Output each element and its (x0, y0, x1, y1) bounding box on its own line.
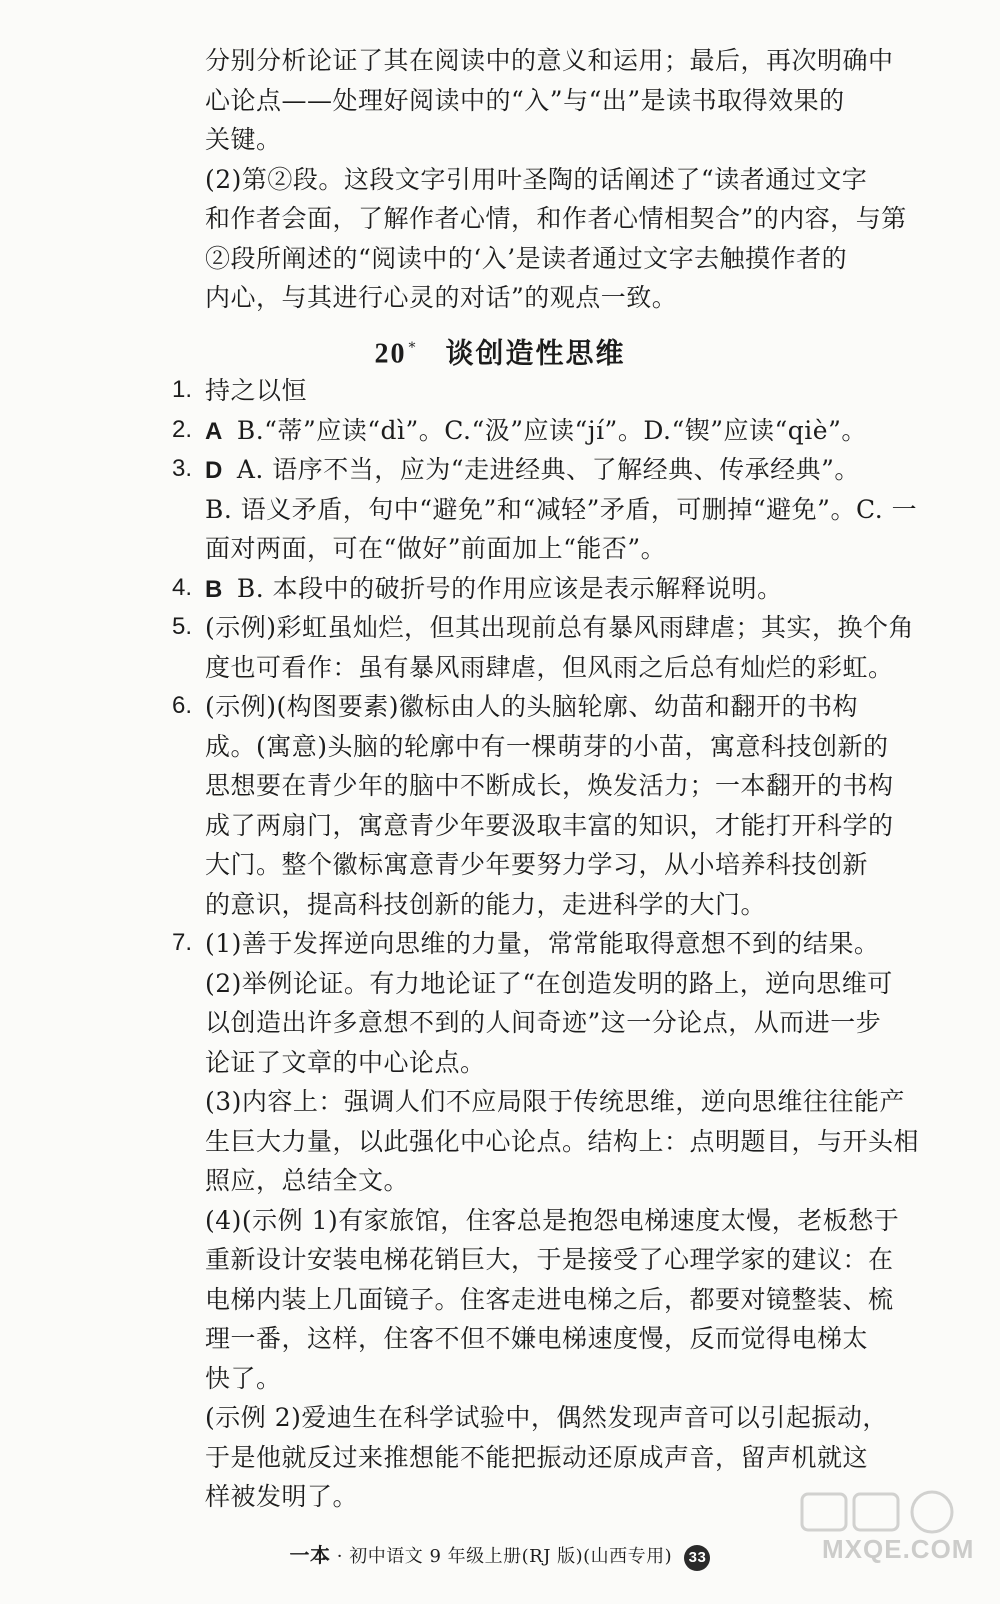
item-line (205, 1243, 894, 1277)
item-line (205, 1283, 894, 1317)
line-text: 成。(寓意)头脑的轮廓中有一棵萌芽的小苗，寓意科技创新的 (205, 731, 889, 761)
item-line (205, 1441, 869, 1475)
footer-separator: · (336, 1546, 343, 1567)
line-text: (示例 2)爱迪生在科学试验中，偶然发现声音可以引起振动， (205, 1403, 888, 1432)
line-text: 度也可看作：虽有暴风雨肆虐，但风雨之后总有灿烂的彩虹。 (205, 652, 894, 682)
line-text: 大门。整个徽标寓意青少年要努力学习，从小培养科技创新 (205, 850, 869, 879)
watermark-logo (782, 1490, 982, 1600)
line-text: B. 本段中的破折号的作用应该是表示解释说明。 (236, 573, 783, 603)
item-line (205, 1362, 835, 1396)
item-line (205, 651, 894, 685)
line-text: 的意识，提高科技创新的能力，走进科学的大门。 (205, 889, 767, 919)
intro-line (205, 242, 848, 276)
item-line (205, 888, 835, 922)
item-line (205, 572, 835, 607)
line-text: 成了两扇门，寓意青少年要汲取丰富的知识，才能打开科学的 (205, 810, 894, 840)
item-line (205, 1006, 882, 1040)
line-text: ②段所阐述的“阅读中的‘入’是读者通过文字去触摸作者的 (205, 243, 848, 273)
section-number: 20 (374, 338, 407, 370)
item-line (205, 493, 918, 527)
item-line (205, 1401, 888, 1435)
line-text: (示例)彩虹虽灿烂，但其出现前总有暴风雨肆虐；其实，换个角 (205, 613, 915, 642)
line-text: 持之以恒 (205, 376, 308, 405)
intro-line (205, 44, 894, 78)
line-text: 照应，总结全文。 (205, 1166, 410, 1195)
item-line (205, 374, 835, 408)
section-star: * (408, 340, 418, 356)
item-line (205, 848, 869, 882)
answer-letter: D (205, 457, 223, 484)
section-heading (0, 328, 1000, 374)
line-text: 思想要在青少年的脑中不断成长，焕发活力；一本翻开的书构 (205, 771, 894, 800)
line-text: 关键。 (205, 125, 282, 154)
line-text: 重新设计安装电梯花销巨大，于是接受了心理学家的建议：在 (205, 1245, 894, 1274)
item-line (205, 611, 915, 645)
line-text: 于是他就反过来推想能不能把振动还原成声音，留声机就这 (205, 1442, 869, 1472)
item-number: 6. (172, 692, 193, 719)
item-line (205, 1480, 835, 1514)
line-text: A. 语序不当，应为“走进经典、了解经典、传承经典”。 (236, 455, 860, 484)
item-line (205, 532, 835, 566)
item-line (205, 453, 860, 488)
line-text: 面对两面，可在“做好”前面加上“能否”。 (205, 534, 667, 563)
item-number: 4. (172, 573, 193, 601)
line-text: 快了。 (205, 1363, 282, 1393)
line-text: (1)善于发挥逆向思维的力量，常常能取得意想不到的结果。 (205, 929, 880, 958)
section-title: 谈创造性思维 (445, 336, 626, 370)
intro-line (205, 123, 835, 157)
item-line (205, 927, 880, 961)
item-line (205, 967, 893, 1001)
item-number: 5. (172, 613, 193, 640)
line-text: 内心，与其进行心灵的对话”的观点一致。 (205, 283, 678, 312)
item-line (205, 1125, 920, 1159)
line-text: (2)第②段。这段文字引用叶圣陶的话阐述了“读者通过文字 (205, 164, 868, 194)
intro-line (205, 202, 907, 236)
item-line (205, 1204, 900, 1238)
line-text: 生巨大力量，以此强化中心论点。结构上：点明题目，与开头相 (205, 1126, 920, 1156)
intro-line (205, 163, 868, 197)
footer-brand: 一本 (289, 1543, 331, 1567)
item-line (205, 1322, 869, 1356)
line-text: 以创造出许多意想不到的人间奇迹”这一分论点，从而进一步 (205, 1008, 882, 1037)
intro-line (205, 84, 845, 118)
line-text: 论证了文章的中心论点。 (205, 1047, 486, 1077)
line-text: 分别分析论证了其在阅读中的意义和运用；最后，再次明确中 (205, 46, 894, 75)
item-line (205, 1046, 835, 1080)
item-line (205, 730, 889, 764)
line-text: (3)内容上：强调人们不应局限于传统思维，逆向思维往往能产 (205, 1087, 905, 1116)
line-text: (2)举例论证。有力地论证了“在创造发明的路上，逆向思维可 (205, 968, 893, 998)
item-line (205, 1085, 905, 1119)
item-number: 7. (172, 929, 193, 956)
line-text: 理一番，这样，住客不但不嫌电梯速度慢，反而觉得电梯太 (205, 1324, 869, 1353)
line-text: 和作者会面，了解作者心情，和作者心情相契合”的内容，与第 (205, 204, 907, 233)
item-line (205, 690, 859, 724)
item-number: 1. (172, 376, 193, 403)
line-text: (4)(示例 1)有家旅馆，住客总是抱怨电梯速度太慢，老板愁于 (205, 1205, 900, 1235)
line-text: B. 语义矛盾，句中“避免”和“减轻”矛盾，可删掉“避免”。C. 一 (205, 494, 918, 524)
watermark-text: MXQE.COM (822, 1534, 975, 1564)
line-text: 样被发明了。 (205, 1482, 359, 1511)
item-line (205, 769, 894, 803)
answer-letter: A (205, 417, 223, 445)
line-text: B.“蒂”应读“dì”。C.“汲”应读“jí”。D.“锲”应读“qiè”。 (236, 415, 867, 445)
line-text: 心论点——处理好阅读中的“入”与“出”是读书取得效果的 (205, 85, 845, 115)
answer-letter: B (205, 575, 223, 603)
item-number: 2. (172, 415, 193, 443)
item-line (205, 809, 894, 843)
item-line (205, 1164, 835, 1198)
item-number: 3. (172, 455, 193, 482)
line-text: 电梯内装上几面镜子。住客走进电梯之后，都要对镜整装、梳 (205, 1284, 894, 1314)
intro-line (205, 281, 835, 315)
page-number: 33 (684, 1545, 710, 1571)
item-line (205, 414, 867, 449)
footer-text: 初中语文 9 年级上册(RJ 版)(山西专用) (349, 1546, 673, 1567)
line-text: (示例)(构图要素)徽标由人的头脑轮廓、幼苗和翻开的书构 (205, 692, 859, 721)
